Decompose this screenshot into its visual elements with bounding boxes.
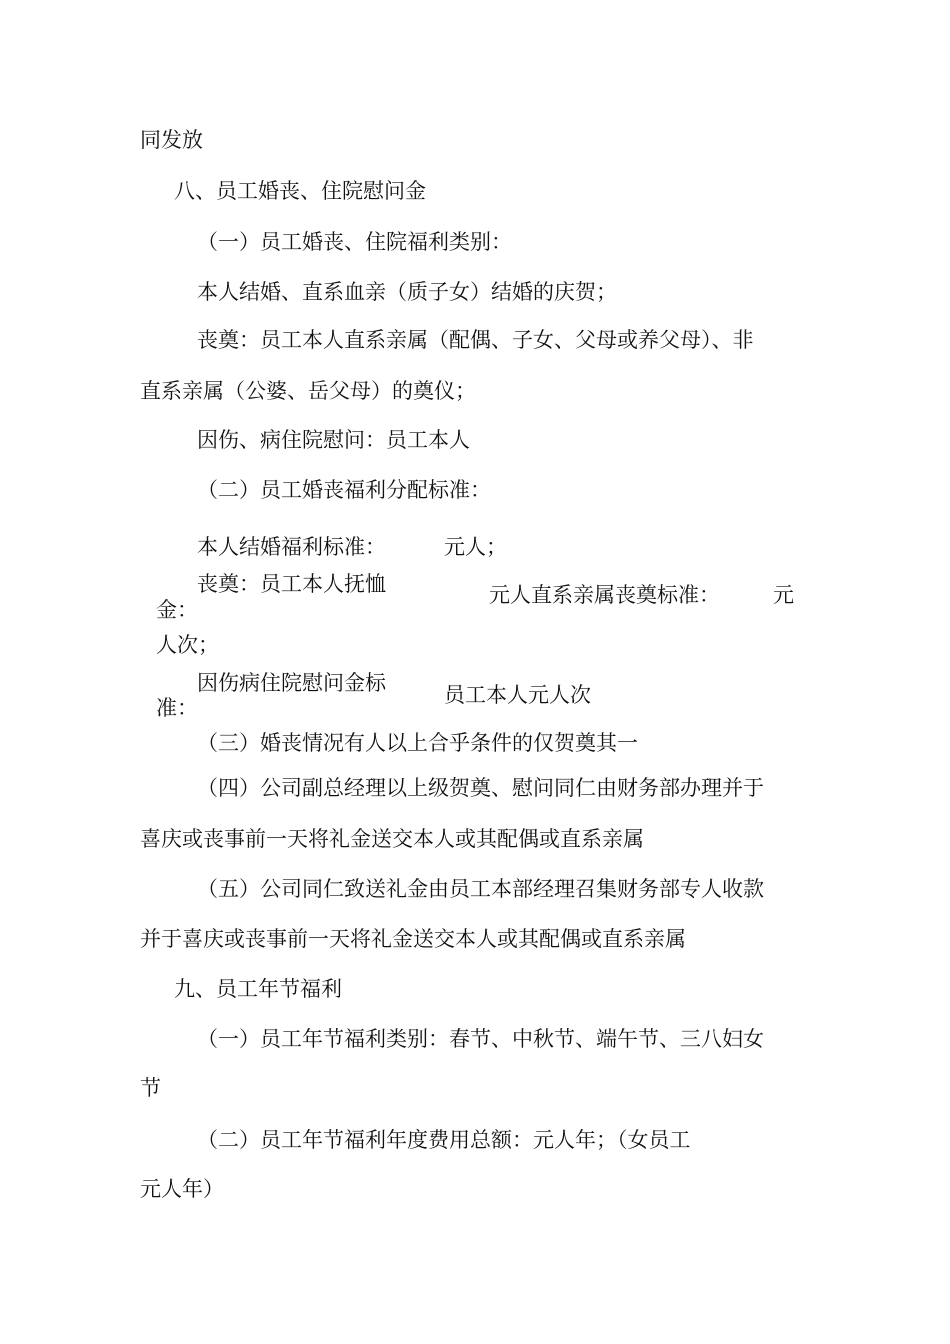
- subsection-heading: （一）员工年节福利类别：春节、中秋节、端午节、三八妇女: [197, 1027, 764, 1051]
- table-label: 人次；: [156, 633, 219, 657]
- table-label: 因伤病住院慰问金标: [197, 671, 386, 695]
- paragraph-line: 喜庆或丧事前一天将礼金送交本人或其配偶或直系亲属: [140, 827, 644, 851]
- subsection-heading: （三）婚丧情况有人以上合乎条件的仅贺奠其一: [197, 731, 638, 755]
- subsection-heading: （五）公司同仁致送礼金由员工本部经理召集财务部专人收款: [197, 877, 764, 901]
- subsection-heading: （四）公司副总经理以上级贺奠、慰问同仁由财务部办理并于: [197, 776, 764, 800]
- table-label: 金：: [156, 598, 198, 622]
- table-label: 准：: [156, 696, 198, 720]
- subsection-heading: （二）员工年节福利年度费用总额：元人年；（女员工: [197, 1128, 691, 1152]
- paragraph-line: 直系亲属（公婆、岳父母）的奠仪；: [140, 379, 476, 403]
- paragraph-line: 因伤、病住院慰问：员工本人: [197, 428, 470, 452]
- section-heading-9: 九、员工年节福利: [174, 977, 342, 1001]
- section-heading-8: 八、员工婚丧、住院慰问金: [174, 179, 426, 203]
- paragraph-line: 丧奠：员工本人直系亲属（配偶、子女、父母或养父母）、非: [197, 328, 754, 352]
- paragraph-line: 并于喜庆或丧事前一天将礼金送交本人或其配偶或直系亲属: [140, 927, 686, 951]
- subsection-heading: （一）员工婚丧、住院福利类别：: [197, 230, 512, 254]
- paragraph-line: 元人年）: [140, 1177, 224, 1201]
- table-value: 元: [773, 583, 794, 607]
- table-label: 本人结婚福利标准：: [197, 535, 386, 559]
- table-value: 元人；: [444, 535, 507, 559]
- table-value: 元人直系亲属丧奠标准：: [489, 583, 720, 607]
- paragraph-line: 节: [140, 1076, 161, 1100]
- line-continuation: 同发放: [140, 128, 203, 152]
- paragraph-line: 本人结婚、直系血亲（质子女）结婚的庆贺；: [197, 280, 617, 304]
- table-value: 员工本人元人次: [444, 683, 591, 707]
- subsection-heading: （二）员工婚丧福利分配标准：: [197, 478, 491, 502]
- table-label: 丧奠：员工本人抚恤: [197, 572, 386, 596]
